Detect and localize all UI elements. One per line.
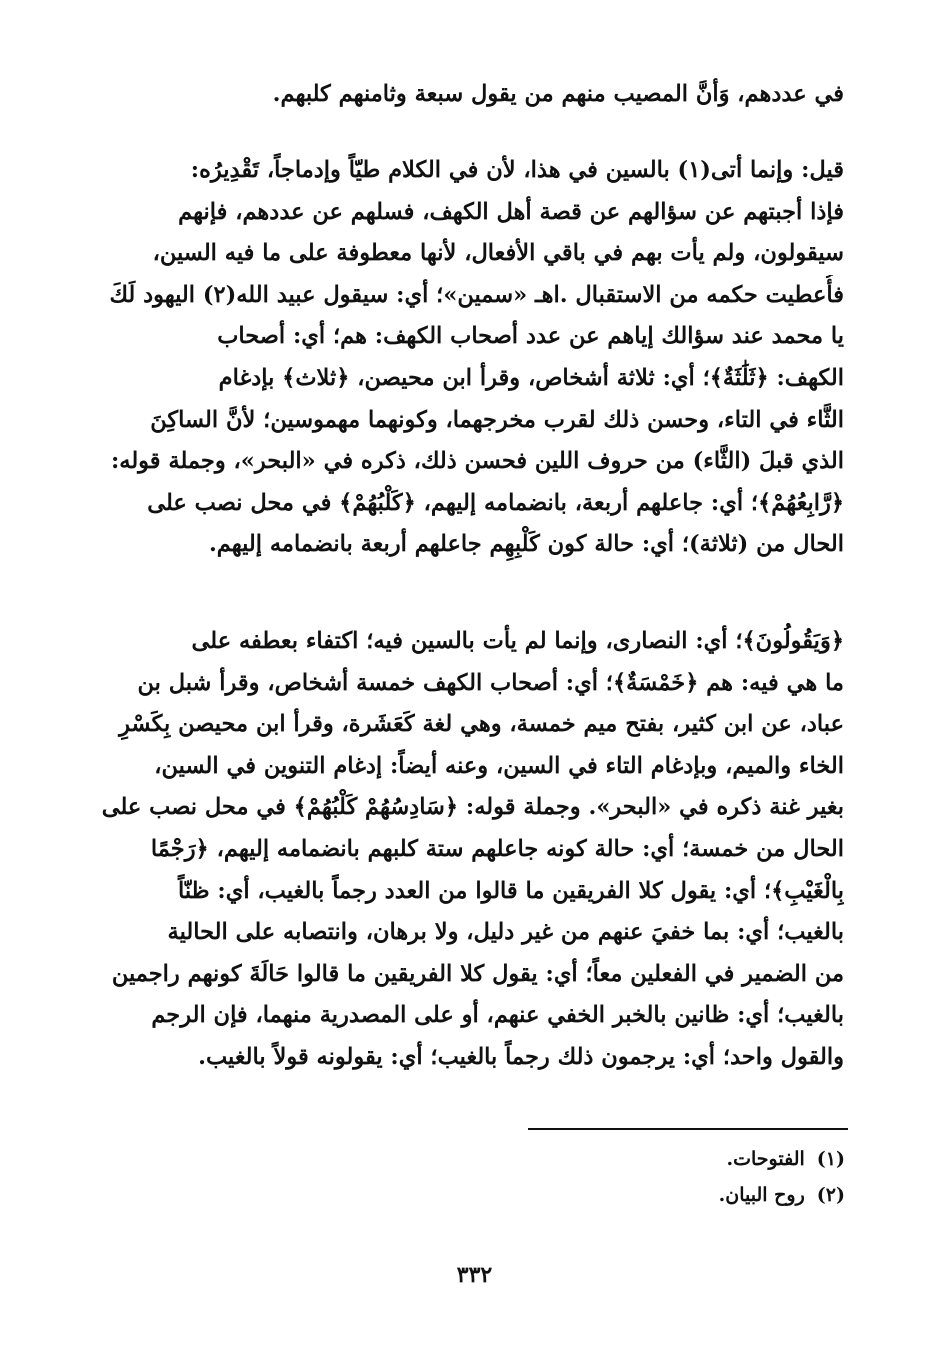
text-line: بِالْغَيْبِ﴾؛ أي: يقول كلا الفريقين ما قالوا من العدد رجماً بالغيب، أي: ظنّاً — [178, 877, 844, 904]
text-line: في عددهم، وَأنَّ المصيب منهم من يقول سبعة وثامنهم كلبهم. — [272, 81, 844, 107]
footnote-2 — [707, 1177, 845, 1213]
text-line: من الضمير في الفعلين معاً؛ أي: يقول كلا الفريقين ما قالوا حَالَةَ كونهم راجمين — [111, 960, 844, 987]
footnotes — [707, 1141, 845, 1213]
text-line: ﴿وَيَقُولُونَ﴾؛ أي: النصارى، وإنما لم يأت بالسين فيه؛ اكتفاء بعطفه على — [191, 628, 844, 654]
footnote-1 — [707, 1141, 845, 1177]
footnote-text: الفتوحات. — [726, 1148, 805, 1170]
text-line: الكهف: ﴿ثَلَٰثَةٌ﴾؛ أي: ثلاثة أشخاص، وقرأ ابن محيصن، ﴿ثلاث﴾ بإدغام — [218, 364, 844, 391]
text-line: بغير غنة ذكره في «البحر». وجملة قوله: ﴿سَادِسُهُمْ كَلْبُهُمْ﴾ في محل نصب على — [101, 794, 844, 821]
paragraph-tafsir-ilkahf-five — [74, 621, 844, 1079]
text-line: قيل: وإنما أتى(١) بالسين في هذا، لأن في الكلام طيّاً وإدماجاً، تَقْدِيرُه: — [190, 157, 844, 183]
text-line: عباد، عن ابن كثير، بفتح ميم خمسة، وهي لغة كَعَشَرة، وقرأ ابن محيصن بِكَسْرِ — [119, 711, 844, 738]
text-line: يا محمد عند سؤالك إياهم عن عدد أصحاب الكهف: هم؛ أي: أصحاب — [217, 323, 844, 350]
paragraph-tafsir-ilkahf-three — [74, 150, 844, 566]
text-line: سيقولون، ولم يأت بهم في باقي الأفعال، لأنها معطوفة على ما فيه السين، — [152, 240, 844, 267]
footnote-separator — [528, 1128, 848, 1130]
text-line: فأُعطيت حكمه من الاستقبال .اهـ «سمين»؛ أي: سيقول عبيد الله(٢) اليهود لَكَ — [109, 281, 844, 308]
footnote-marker: (٢) — [816, 1184, 845, 1206]
footnote-marker: (١) — [816, 1148, 845, 1170]
text-line: ما هي فيه: هم ﴿خَمْسَةٌ﴾؛ أي: أصحاب الكهف خمسة أشخاص، وقرأ شبل بن — [137, 669, 844, 696]
text-line: بالغيب؛ أي: بما خفيَ عنهم من غير دليل، ولا برهان، وانتصابه على الحالية — [167, 919, 844, 946]
page-number: ٣٣٢ — [456, 1262, 493, 1288]
text-line: الخاء والميم، وبإدغام التاء في السين، وعنه أيضاً: إدغام التنوين في السين، — [154, 752, 844, 779]
text-line: والقول واحد؛ أي: يرجمون ذلك رجماً بالغيب؛ أي: يقولونه قولاً بالغيب. — [198, 1043, 844, 1070]
text-line: الذي قبلَ (الثَّاء) من حروف اللين فحسن ذلك، ذكره في «البحر»، وجملة قوله: — [110, 448, 844, 475]
text-line: ﴿رَّابِعُهُمْ﴾؛ أي: جاعلهم أربعة، بانضمامه إليهم، ﴿كَلْبُهُمْ﴾ في محل نصب على — [147, 489, 844, 516]
text-line: بالغيب؛ أي: ظانين بالخبر الخفي عنهم، أو على المصدرية منهما، فإن الرجم — [151, 1002, 844, 1029]
paragraph-continuation — [74, 74, 844, 116]
text-line: فإذا أجبتهم عن سؤالهم عن قصة أهل الكهف، فسلهم عن عددهم، فإنهم — [178, 198, 844, 225]
text-line: الحال من (ثلاثة)؛ أي: حالة كون كَلْبِهِم جاعلهم أربعة بانضمامه إليهم. — [208, 531, 844, 558]
text-line: الحال من خمسة؛ أي: حالة كونه جاعلهم ستة كلبهم بانضمامه إليهم، ﴿رَجْمًا — [150, 835, 844, 862]
text-line: الثَّاء في التاء، وحسن ذلك لقرب مخرجهما، وكونهما مهموسين؛ لأنَّ الساكِنَ — [150, 406, 844, 433]
footnote-text: روح البيان. — [718, 1184, 805, 1206]
